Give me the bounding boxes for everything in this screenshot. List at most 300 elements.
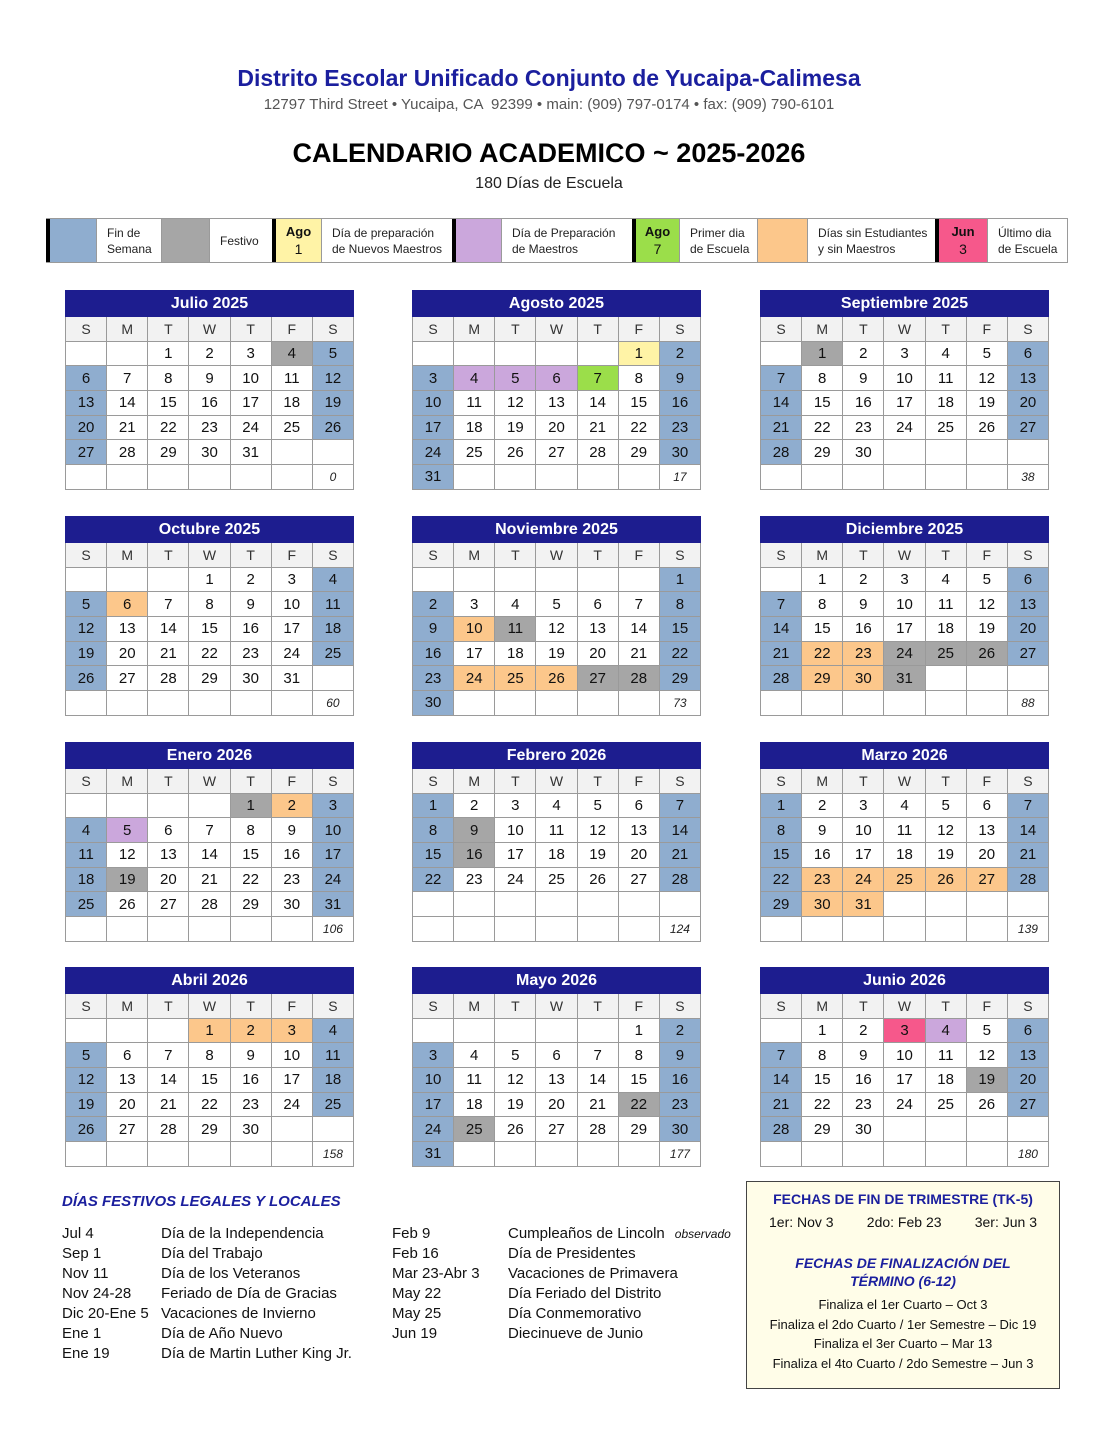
day-cell: 22 (413, 868, 454, 893)
day-cell: 31 (413, 465, 454, 490)
month-grid (760, 994, 1049, 1167)
holiday-date: Ene 19 (62, 1345, 110, 1362)
day-cell: 21 (578, 1093, 619, 1118)
empty-cell (578, 465, 619, 490)
day-cell: 3 (495, 794, 536, 819)
empty-cell (761, 465, 802, 490)
day-cell: 29 (660, 666, 701, 691)
day-cell: 22 (619, 1093, 660, 1118)
day-cell: 13 (107, 617, 148, 642)
empty-cell (619, 892, 660, 917)
day-cell: 10 (454, 617, 495, 642)
month-title: Junio 2026 (760, 967, 1049, 994)
empty-cell (967, 440, 1008, 465)
legend-label-weekend (97, 219, 161, 262)
day-cell: 9 (843, 1043, 884, 1068)
holiday-row (62, 1344, 352, 1364)
day-cell: 9 (231, 592, 272, 617)
empty-cell (148, 794, 189, 819)
day-cell: 18 (884, 843, 925, 868)
empty-cell (843, 917, 884, 942)
weekday-header: T (231, 317, 272, 342)
day-cell: 13 (536, 391, 577, 416)
day-cell: 15 (231, 843, 272, 868)
weekday-header: S (1008, 994, 1049, 1019)
day-cell: 3 (272, 1019, 313, 1044)
day-cell: 22 (231, 868, 272, 893)
day-cell: 31 (413, 1142, 454, 1167)
weekday-header: T (578, 317, 619, 342)
weekday-header: W (189, 769, 230, 794)
day-cell: 9 (802, 818, 843, 843)
day-cell: 11 (926, 366, 967, 391)
day-cell: 28 (189, 892, 230, 917)
day-cell: 8 (802, 592, 843, 617)
weekday-header: M (107, 317, 148, 342)
day-cell: 20 (1008, 1068, 1049, 1093)
day-cell: 18 (454, 416, 495, 441)
day-cell: 31 (231, 440, 272, 465)
day-cell: 27 (1008, 1093, 1049, 1118)
legend-label-line: Días sin Estudiantes (818, 225, 928, 240)
weekday-header: S (1008, 317, 1049, 342)
day-cell: 5 (926, 794, 967, 819)
day-cell: 12 (107, 843, 148, 868)
day-cell: 1 (619, 1019, 660, 1044)
day-cell: 29 (802, 1117, 843, 1142)
month-grid (65, 769, 354, 942)
month-grid (760, 543, 1049, 716)
weekday-header: W (189, 543, 230, 568)
day-cell: 18 (926, 391, 967, 416)
empty-cell (967, 1117, 1008, 1142)
day-cell: 15 (189, 1068, 230, 1093)
empty-cell (802, 691, 843, 716)
empty-cell (967, 691, 1008, 716)
weekday-header: F (272, 543, 313, 568)
weekday-header: F (272, 317, 313, 342)
empty-cell (272, 917, 313, 942)
day-cell: 11 (313, 592, 354, 617)
day-cell: 8 (231, 818, 272, 843)
day-cell: 14 (761, 1068, 802, 1093)
day-cell: 21 (148, 1093, 189, 1118)
day-cell: 3 (231, 342, 272, 367)
holiday-row (62, 1304, 352, 1324)
day-cell: 9 (231, 1043, 272, 1068)
day-cell: 16 (802, 843, 843, 868)
day-cell: 5 (967, 568, 1008, 593)
weekday-header: S (66, 543, 107, 568)
day-cell: 1 (660, 568, 701, 593)
day-cell: 17 (413, 1093, 454, 1118)
day-cell: 14 (148, 1068, 189, 1093)
day-cell: 25 (272, 416, 313, 441)
day-cell: 19 (578, 843, 619, 868)
holiday-name: Día Feriado del Distrito (508, 1285, 662, 1302)
empty-cell (578, 342, 619, 367)
legend (46, 218, 1068, 263)
day-cell: 11 (536, 818, 577, 843)
day-cell: 19 (313, 391, 354, 416)
empty-cell (761, 568, 802, 593)
day-cell: 2 (231, 568, 272, 593)
empty-cell (660, 892, 701, 917)
month-calendar (412, 290, 701, 490)
empty-cell (66, 917, 107, 942)
month-calendar (65, 290, 354, 490)
empty-cell (413, 568, 454, 593)
holiday-name: Día de Año Nuevo (161, 1325, 283, 1342)
holiday-row (392, 1224, 731, 1244)
day-cell: 19 (66, 1093, 107, 1118)
swatch-month: Jun (951, 224, 975, 239)
day-cell: 26 (66, 666, 107, 691)
empty-cell (884, 691, 925, 716)
day-cell: 10 (413, 391, 454, 416)
school-day-count: 180 (1008, 1142, 1049, 1167)
school-day-count: 60 (313, 691, 354, 716)
day-cell: 24 (413, 1117, 454, 1142)
day-cell: 1 (189, 1019, 230, 1044)
month-title: Julio 2025 (65, 290, 354, 317)
day-cell: 27 (148, 892, 189, 917)
weekday-header: M (454, 994, 495, 1019)
weekday-header: S (660, 317, 701, 342)
weekday-header: S (313, 543, 354, 568)
month-grid (412, 317, 701, 490)
empty-cell (495, 892, 536, 917)
weekday-header: T (231, 994, 272, 1019)
weekday-header: W (536, 543, 577, 568)
day-cell: 24 (884, 416, 925, 441)
day-cell: 27 (536, 1117, 577, 1142)
day-cell: 25 (926, 642, 967, 667)
weekday-header: T (148, 769, 189, 794)
holiday-date: Feb 16 (392, 1245, 439, 1262)
day-cell: 6 (578, 592, 619, 617)
day-cell: 16 (454, 843, 495, 868)
day-cell: 28 (148, 1117, 189, 1142)
school-day-count: 158 (313, 1142, 354, 1167)
empty-cell (189, 691, 230, 716)
day-cell: 28 (619, 666, 660, 691)
weekday-header: M (802, 994, 843, 1019)
empty-cell (454, 465, 495, 490)
day-cell: 4 (926, 342, 967, 367)
empty-cell (231, 917, 272, 942)
empty-cell (967, 892, 1008, 917)
weekday-header: W (536, 994, 577, 1019)
day-cell: 10 (495, 818, 536, 843)
trimester-date: 1er: Nov 3 (769, 1214, 834, 1230)
day-cell: 17 (884, 391, 925, 416)
day-cell: 29 (802, 666, 843, 691)
day-cell: 26 (495, 440, 536, 465)
holiday-row (392, 1324, 731, 1344)
day-cell: 9 (843, 366, 884, 391)
empty-cell (1008, 666, 1049, 691)
empty-cell (1008, 1117, 1049, 1142)
day-cell: 5 (66, 592, 107, 617)
month-calendar (65, 967, 354, 1167)
day-cell: 18 (66, 868, 107, 893)
calendar-title: CALENDARIO ACADEMICO ~ 2025-2026 (292, 138, 806, 168)
month-grid (412, 543, 701, 716)
weekday-header: M (802, 317, 843, 342)
empty-cell (619, 568, 660, 593)
day-cell: 18 (926, 617, 967, 642)
term-end-item: Finaliza el 4to Cuarto / 2do Semestre – Jun 3 (772, 1355, 1034, 1371)
weekday-header: T (148, 994, 189, 1019)
day-cell: 29 (148, 440, 189, 465)
school-day-count: 139 (1008, 917, 1049, 942)
day-cell: 14 (761, 391, 802, 416)
day-cell: 4 (926, 1019, 967, 1044)
empty-cell (148, 568, 189, 593)
weekday-header: F (619, 543, 660, 568)
day-cell: 22 (802, 1093, 843, 1118)
empty-cell (536, 1019, 577, 1044)
empty-cell (66, 342, 107, 367)
empty-cell (272, 440, 313, 465)
day-cell: 22 (619, 416, 660, 441)
legend-label-holiday (210, 219, 272, 262)
day-cell: 27 (107, 1117, 148, 1142)
day-cell: 1 (761, 794, 802, 819)
empty-cell (578, 1142, 619, 1167)
day-cell: 25 (536, 868, 577, 893)
day-cell: 13 (536, 1068, 577, 1093)
weekday-header: T (843, 317, 884, 342)
month-calendar (412, 967, 701, 1167)
day-cell: 5 (967, 342, 1008, 367)
day-cell: 10 (272, 1043, 313, 1068)
empty-cell (619, 691, 660, 716)
empty-cell (843, 691, 884, 716)
day-cell: 10 (884, 1043, 925, 1068)
empty-cell (926, 666, 967, 691)
holiday-name: Día de Martin Luther King Jr. (161, 1345, 352, 1362)
weekday-header: S (1008, 769, 1049, 794)
day-cell: 21 (619, 642, 660, 667)
day-cell: 1 (619, 342, 660, 367)
day-cell: 7 (148, 1043, 189, 1068)
day-cell: 30 (843, 440, 884, 465)
day-cell: 7 (148, 592, 189, 617)
day-cell: 20 (1008, 617, 1049, 642)
day-cell: 19 (926, 843, 967, 868)
day-cell: 21 (761, 1093, 802, 1118)
day-cell: 11 (884, 818, 925, 843)
day-cell: 19 (967, 617, 1008, 642)
day-cell: 20 (1008, 391, 1049, 416)
day-cell: 15 (802, 391, 843, 416)
day-cell: 18 (536, 843, 577, 868)
day-cell: 10 (272, 592, 313, 617)
day-cell: 11 (495, 617, 536, 642)
day-cell: 27 (578, 666, 619, 691)
day-cell: 1 (231, 794, 272, 819)
day-cell: 3 (413, 366, 454, 391)
day-cell: 16 (660, 1068, 701, 1093)
day-cell: 30 (231, 1117, 272, 1142)
day-cell: 2 (454, 794, 495, 819)
empty-cell (495, 1142, 536, 1167)
empty-cell (107, 568, 148, 593)
day-cell: 10 (231, 366, 272, 391)
empty-cell (802, 1142, 843, 1167)
day-cell: 17 (843, 843, 884, 868)
day-cell: 24 (454, 666, 495, 691)
day-cell: 10 (884, 592, 925, 617)
day-cell: 19 (967, 391, 1008, 416)
month-title: Marzo 2026 (760, 742, 1049, 769)
day-cell: 6 (967, 794, 1008, 819)
day-cell: 12 (926, 818, 967, 843)
day-cell: 10 (413, 1068, 454, 1093)
school-day-count: 0 (313, 465, 354, 490)
day-cell: 18 (926, 1068, 967, 1093)
holiday-date: Nov 11 (62, 1265, 109, 1282)
day-cell: 31 (313, 892, 354, 917)
day-cell: 8 (619, 1043, 660, 1068)
holidays-list-right (392, 1224, 731, 1344)
trimester-title: FECHAS DE FIN DE TRIMESTRE (TK-5) (773, 1191, 1033, 1207)
day-cell: 8 (413, 818, 454, 843)
last-day-swatch (935, 219, 988, 262)
weekday-header: T (926, 769, 967, 794)
legend-label-line: de Maestros (512, 241, 579, 256)
day-cell: 18 (272, 391, 313, 416)
day-cell: 2 (231, 1019, 272, 1044)
day-cell: 24 (313, 868, 354, 893)
legend-label-line: Festivo (220, 233, 259, 248)
month-title: Diciembre 2025 (760, 516, 1049, 543)
day-cell: 7 (761, 592, 802, 617)
trimester-dates (747, 1213, 1059, 1231)
day-cell: 30 (660, 1117, 701, 1142)
day-cell: 3 (413, 1043, 454, 1068)
day-cell: 25 (884, 868, 925, 893)
day-cell: 20 (536, 416, 577, 441)
weekday-header: F (967, 769, 1008, 794)
day-cell: 9 (660, 1043, 701, 1068)
day-cell: 29 (619, 440, 660, 465)
day-cell: 28 (578, 1117, 619, 1142)
empty-cell (495, 342, 536, 367)
day-cell: 6 (66, 366, 107, 391)
month-title: Septiembre 2025 (760, 290, 1049, 317)
day-cell: 21 (761, 416, 802, 441)
day-cell: 16 (231, 617, 272, 642)
day-cell: 20 (967, 843, 1008, 868)
legend-label-first-day (680, 219, 757, 262)
day-cell: 17 (454, 642, 495, 667)
month-calendar (760, 742, 1049, 942)
weekday-header: M (802, 543, 843, 568)
empty-cell (1008, 892, 1049, 917)
new-teacher-prep-swatch (272, 219, 322, 262)
day-cell: 21 (578, 416, 619, 441)
empty-cell (926, 917, 967, 942)
day-cell: 1 (189, 568, 230, 593)
legend-label-line: de Escuela (998, 241, 1058, 256)
day-cell: 16 (660, 391, 701, 416)
day-cell: 28 (761, 440, 802, 465)
day-cell: 24 (884, 642, 925, 667)
day-cell: 16 (843, 391, 884, 416)
holiday-row (392, 1284, 731, 1304)
day-cell: 9 (660, 366, 701, 391)
day-cell: 12 (495, 391, 536, 416)
weekday-header: S (66, 769, 107, 794)
empty-cell (619, 1142, 660, 1167)
day-cell: 11 (454, 1068, 495, 1093)
empty-cell (536, 892, 577, 917)
day-cell: 6 (148, 818, 189, 843)
day-cell: 21 (1008, 843, 1049, 868)
empty-cell (231, 691, 272, 716)
swatch-month: Ago (644, 224, 671, 239)
day-cell: 1 (148, 342, 189, 367)
day-cell: 3 (884, 342, 925, 367)
holiday-row (62, 1284, 352, 1304)
weekday-header: M (802, 769, 843, 794)
empty-cell (148, 917, 189, 942)
month-title: Noviembre 2025 (412, 516, 701, 543)
empty-cell (189, 917, 230, 942)
empty-cell (967, 666, 1008, 691)
empty-cell (967, 1142, 1008, 1167)
day-cell: 28 (578, 440, 619, 465)
empty-cell (884, 917, 925, 942)
day-cell: 20 (536, 1093, 577, 1118)
weekday-header: W (189, 994, 230, 1019)
day-cell: 23 (231, 642, 272, 667)
month-calendar (412, 516, 701, 716)
day-cell: 25 (313, 642, 354, 667)
empty-cell (884, 892, 925, 917)
month-calendar (65, 516, 354, 716)
day-cell: 7 (761, 1043, 802, 1068)
day-cell: 19 (967, 1068, 1008, 1093)
empty-cell (148, 691, 189, 716)
day-cell: 21 (107, 416, 148, 441)
legend-label-line: Día de Preparación (512, 225, 616, 240)
day-cell: 16 (231, 1068, 272, 1093)
day-cell: 15 (619, 1068, 660, 1093)
day-cell: 1 (413, 794, 454, 819)
day-cell: 5 (66, 1043, 107, 1068)
month-calendar (412, 742, 701, 942)
empty-cell (884, 465, 925, 490)
day-cell: 14 (578, 1068, 619, 1093)
day-cell: 7 (578, 1043, 619, 1068)
weekday-header: T (495, 317, 536, 342)
weekday-header: W (884, 317, 925, 342)
month-title: Octubre 2025 (65, 516, 354, 543)
day-cell: 15 (802, 617, 843, 642)
empty-cell (231, 465, 272, 490)
day-cell: 18 (313, 617, 354, 642)
month-calendar (760, 290, 1049, 490)
day-cell: 19 (66, 642, 107, 667)
day-cell: 30 (843, 1117, 884, 1142)
empty-cell (495, 465, 536, 490)
empty-cell (761, 917, 802, 942)
weekday-header: T (578, 994, 619, 1019)
